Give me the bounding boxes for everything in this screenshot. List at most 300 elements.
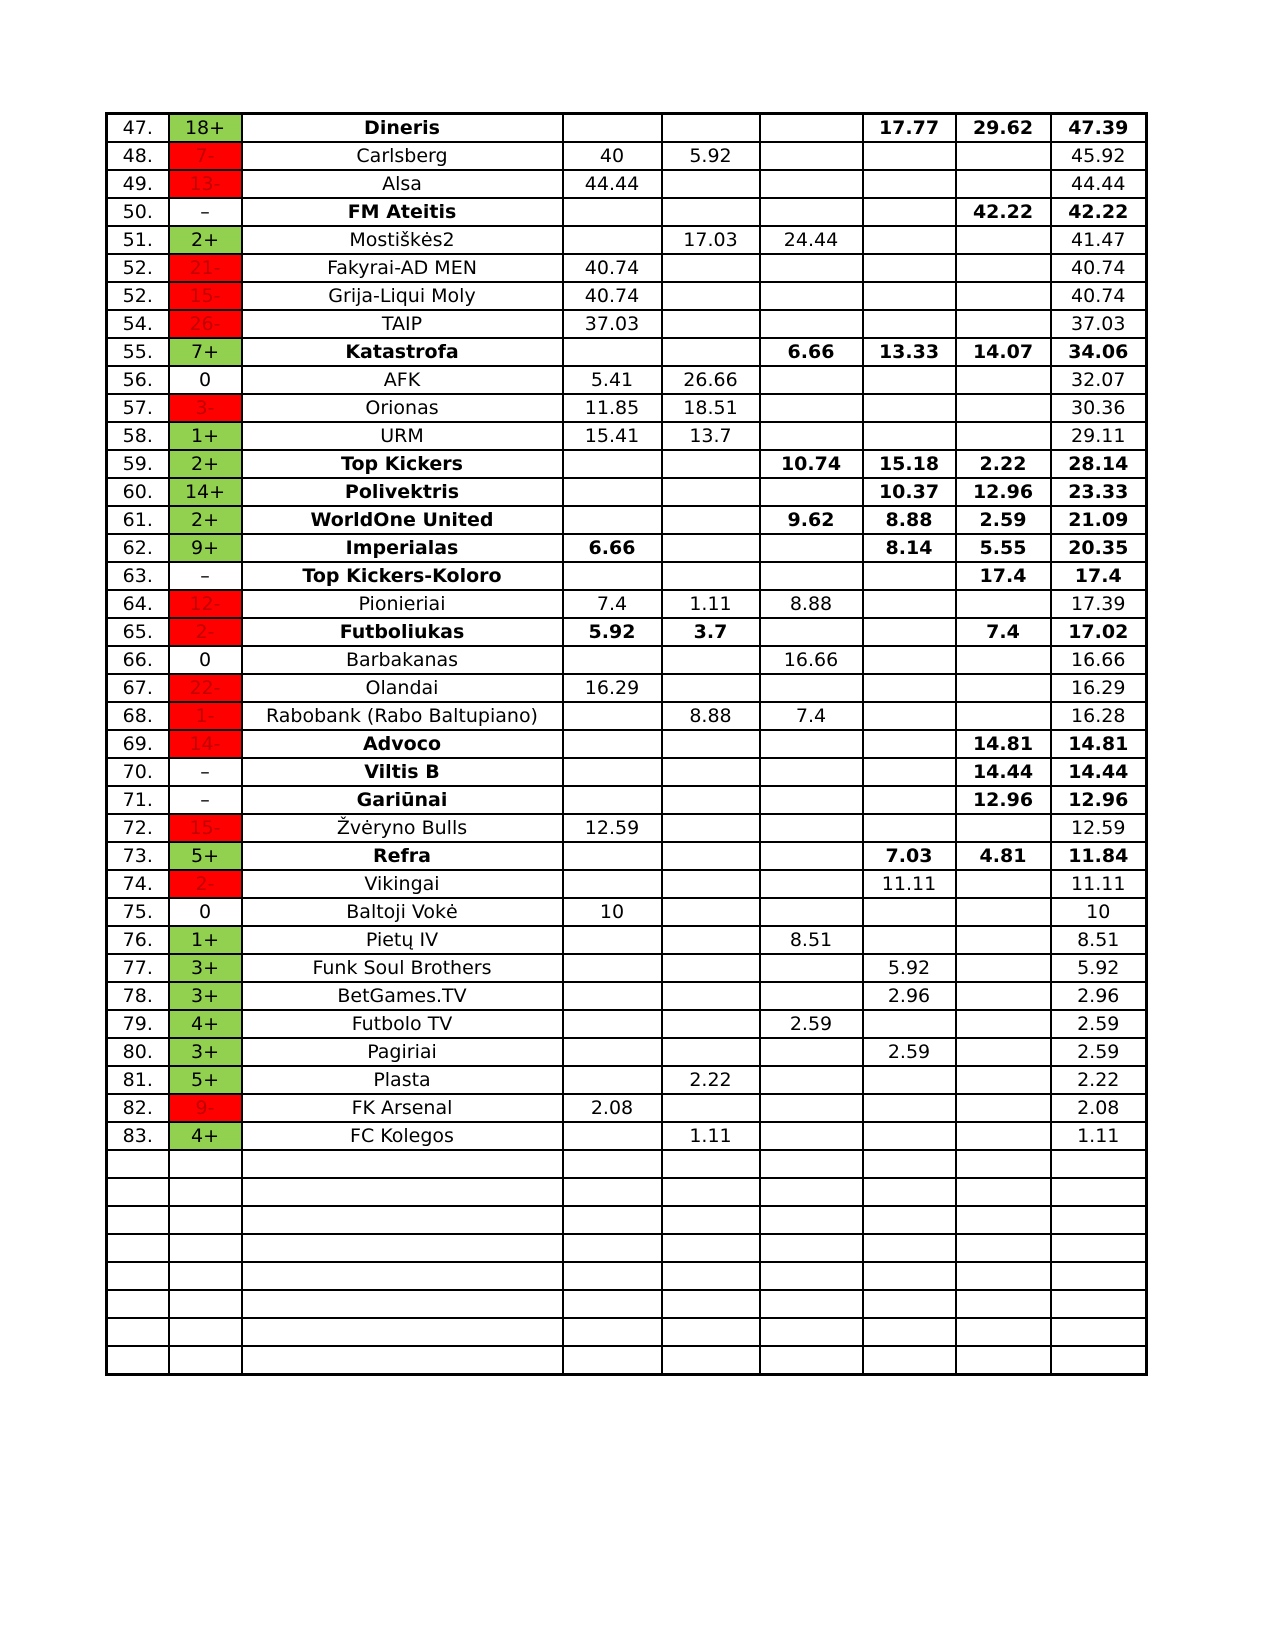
rank-cell: 58. <box>107 422 169 450</box>
table-row <box>107 394 1147 422</box>
total-points: 2.22 <box>1051 1066 1147 1094</box>
table-row <box>107 1262 1147 1290</box>
change-cell: 2+ <box>169 506 242 534</box>
round-5-points <box>956 590 1051 618</box>
change-cell: – <box>169 786 242 814</box>
round-5-points <box>956 170 1051 198</box>
round-2-points <box>662 338 760 366</box>
rank-cell <box>107 1234 169 1262</box>
team-name <box>242 1206 563 1234</box>
table-row <box>107 646 1147 674</box>
round-1-points <box>563 1038 662 1066</box>
total-points: 14.44 <box>1051 758 1147 786</box>
round-3-points: 8.88 <box>760 590 863 618</box>
change-cell: 0 <box>169 646 242 674</box>
round-5-points <box>956 282 1051 310</box>
round-1-points <box>563 1206 662 1234</box>
round-4-points <box>863 198 956 226</box>
table-row <box>107 1038 1147 1066</box>
total-points: 14.81 <box>1051 730 1147 758</box>
rank-cell: 79. <box>107 1010 169 1038</box>
rank-cell: 69. <box>107 730 169 758</box>
change-cell: – <box>169 562 242 590</box>
round-3-points <box>760 1094 863 1122</box>
round-2-points <box>662 842 760 870</box>
rank-cell: 67. <box>107 674 169 702</box>
rank-cell: 60. <box>107 478 169 506</box>
round-5-points <box>956 1178 1051 1206</box>
team-name: Alsa <box>242 170 563 198</box>
total-points: 17.02 <box>1051 618 1147 646</box>
round-1-points <box>563 1318 662 1346</box>
table-row <box>107 1150 1147 1178</box>
round-3-points <box>760 1318 863 1346</box>
round-1-points <box>563 1150 662 1178</box>
round-4-points: 17.77 <box>863 114 956 143</box>
change-cell: 2- <box>169 618 242 646</box>
table-row <box>107 1122 1147 1150</box>
round-2-points <box>662 1038 760 1066</box>
table-row <box>107 450 1147 478</box>
change-cell: 1- <box>169 702 242 730</box>
round-3-points <box>760 1178 863 1206</box>
rank-cell: 49. <box>107 170 169 198</box>
round-1-points <box>563 982 662 1010</box>
round-5-points: 12.96 <box>956 478 1051 506</box>
table-row <box>107 1290 1147 1318</box>
total-points <box>1051 1262 1147 1290</box>
table-row <box>107 422 1147 450</box>
table-row <box>107 366 1147 394</box>
rank-cell: 71. <box>107 786 169 814</box>
total-points: 30.36 <box>1051 394 1147 422</box>
team-name: Funk Soul Brothers <box>242 954 563 982</box>
round-3-points <box>760 982 863 1010</box>
change-cell <box>169 1150 242 1178</box>
round-4-points <box>863 1150 956 1178</box>
team-name: Pietų IV <box>242 926 563 954</box>
total-points: 17.39 <box>1051 590 1147 618</box>
table-row <box>107 870 1147 898</box>
change-cell: 4+ <box>169 1010 242 1038</box>
round-3-points <box>760 1262 863 1290</box>
round-5-points <box>956 142 1051 170</box>
change-cell <box>169 1346 242 1375</box>
round-5-points <box>956 954 1051 982</box>
change-cell: – <box>169 758 242 786</box>
team-name: Carlsberg <box>242 142 563 170</box>
round-1-points <box>563 758 662 786</box>
table-row <box>107 226 1147 254</box>
round-4-points: 11.11 <box>863 870 956 898</box>
table-row <box>107 730 1147 758</box>
round-5-points <box>956 1150 1051 1178</box>
total-points: 21.09 <box>1051 506 1147 534</box>
round-5-points: 14.44 <box>956 758 1051 786</box>
round-4-points <box>863 1122 956 1150</box>
team-name: Plasta <box>242 1066 563 1094</box>
change-cell: 0 <box>169 898 242 926</box>
rank-cell: 77. <box>107 954 169 982</box>
team-name: Olandai <box>242 674 563 702</box>
team-name: Orionas <box>242 394 563 422</box>
change-cell: 22- <box>169 674 242 702</box>
round-2-points: 2.22 <box>662 1066 760 1094</box>
rank-cell: 72. <box>107 814 169 842</box>
round-3-points: 10.74 <box>760 450 863 478</box>
total-points: 29.11 <box>1051 422 1147 450</box>
total-points: 45.92 <box>1051 142 1147 170</box>
round-2-points <box>662 1318 760 1346</box>
round-4-points <box>863 1066 956 1094</box>
total-points: 12.96 <box>1051 786 1147 814</box>
round-4-points <box>863 702 956 730</box>
table-row <box>107 310 1147 338</box>
round-4-points: 8.14 <box>863 534 956 562</box>
table-row <box>107 1234 1147 1262</box>
rank-cell <box>107 1290 169 1318</box>
total-points: 16.29 <box>1051 674 1147 702</box>
round-4-points <box>863 1234 956 1262</box>
rank-cell: 63. <box>107 562 169 590</box>
round-2-points <box>662 1150 760 1178</box>
table-row <box>107 478 1147 506</box>
round-5-points <box>956 1038 1051 1066</box>
total-points: 34.06 <box>1051 338 1147 366</box>
round-1-points <box>563 1122 662 1150</box>
change-cell: – <box>169 198 242 226</box>
round-2-points: 3.7 <box>662 618 760 646</box>
round-3-points <box>760 1290 863 1318</box>
round-1-points: 10 <box>563 898 662 926</box>
round-3-points <box>760 254 863 282</box>
table-row <box>107 338 1147 366</box>
total-points <box>1051 1290 1147 1318</box>
round-4-points <box>863 646 956 674</box>
total-points: 47.39 <box>1051 114 1147 143</box>
round-2-points <box>662 450 760 478</box>
rank-cell: 59. <box>107 450 169 478</box>
round-2-points <box>662 674 760 702</box>
round-5-points <box>956 366 1051 394</box>
change-cell <box>169 1290 242 1318</box>
team-name: Vikingai <box>242 870 563 898</box>
team-name <box>242 1290 563 1318</box>
round-2-points: 17.03 <box>662 226 760 254</box>
round-4-points <box>863 1318 956 1346</box>
round-3-points <box>760 786 863 814</box>
team-name: Pagiriai <box>242 1038 563 1066</box>
round-1-points <box>563 842 662 870</box>
rank-cell: 74. <box>107 870 169 898</box>
rank-cell: 82. <box>107 1094 169 1122</box>
rank-cell: 83. <box>107 1122 169 1150</box>
team-name: FM Ateitis <box>242 198 563 226</box>
team-name: Imperialas <box>242 534 563 562</box>
change-cell: 0 <box>169 366 242 394</box>
change-cell: 14- <box>169 730 242 758</box>
round-5-points <box>956 1234 1051 1262</box>
round-5-points <box>956 1290 1051 1318</box>
rank-cell: 70. <box>107 758 169 786</box>
round-3-points <box>760 366 863 394</box>
round-5-points <box>956 1094 1051 1122</box>
rank-cell: 65. <box>107 618 169 646</box>
round-2-points: 18.51 <box>662 394 760 422</box>
team-name: FK Arsenal <box>242 1094 563 1122</box>
total-points: 42.22 <box>1051 198 1147 226</box>
rank-cell: 52. <box>107 254 169 282</box>
rank-cell <box>107 1178 169 1206</box>
team-name <box>242 1318 563 1346</box>
round-1-points <box>563 1346 662 1375</box>
round-1-points: 5.41 <box>563 366 662 394</box>
round-2-points: 26.66 <box>662 366 760 394</box>
round-1-points <box>563 786 662 814</box>
team-name: BetGames.TV <box>242 982 563 1010</box>
total-points: 10 <box>1051 898 1147 926</box>
round-3-points <box>760 114 863 143</box>
round-2-points <box>662 562 760 590</box>
round-2-points <box>662 1346 760 1375</box>
round-4-points: 13.33 <box>863 338 956 366</box>
change-cell: 1+ <box>169 926 242 954</box>
change-cell: 4+ <box>169 1122 242 1150</box>
round-4-points <box>863 1010 956 1038</box>
round-2-points <box>662 1178 760 1206</box>
table-row <box>107 534 1147 562</box>
total-points: 11.11 <box>1051 870 1147 898</box>
total-points: 37.03 <box>1051 310 1147 338</box>
round-5-points: 14.07 <box>956 338 1051 366</box>
round-1-points <box>563 730 662 758</box>
table-row <box>107 506 1147 534</box>
table-row <box>107 1346 1147 1375</box>
change-cell: 15- <box>169 814 242 842</box>
round-1-points: 11.85 <box>563 394 662 422</box>
round-1-points <box>563 338 662 366</box>
total-points: 2.59 <box>1051 1038 1147 1066</box>
round-5-points <box>956 394 1051 422</box>
team-name <box>242 1234 563 1262</box>
round-5-points: 17.4 <box>956 562 1051 590</box>
round-1-points: 2.08 <box>563 1094 662 1122</box>
team-name: Top Kickers <box>242 450 563 478</box>
rank-cell: 57. <box>107 394 169 422</box>
change-cell: 5+ <box>169 842 242 870</box>
team-name: FC Kolegos <box>242 1122 563 1150</box>
round-4-points <box>863 926 956 954</box>
round-5-points <box>956 870 1051 898</box>
round-5-points: 7.4 <box>956 618 1051 646</box>
round-3-points <box>760 898 863 926</box>
round-1-points: 12.59 <box>563 814 662 842</box>
round-3-points <box>760 674 863 702</box>
round-3-points: 8.51 <box>760 926 863 954</box>
round-4-points <box>863 170 956 198</box>
total-points <box>1051 1178 1147 1206</box>
round-1-points: 16.29 <box>563 674 662 702</box>
team-name: Polivektris <box>242 478 563 506</box>
round-5-points <box>956 1318 1051 1346</box>
team-name: Gariūnai <box>242 786 563 814</box>
standings-table <box>105 112 1148 1376</box>
round-1-points <box>563 114 662 143</box>
round-3-points <box>760 1038 863 1066</box>
round-1-points <box>563 870 662 898</box>
rank-cell: 62. <box>107 534 169 562</box>
table-row <box>107 170 1147 198</box>
round-3-points <box>760 842 863 870</box>
round-4-points <box>863 730 956 758</box>
change-cell <box>169 1178 242 1206</box>
round-3-points <box>760 1346 863 1375</box>
rank-cell: 73. <box>107 842 169 870</box>
round-4-points <box>863 254 956 282</box>
round-1-points <box>563 646 662 674</box>
round-5-points <box>956 1122 1051 1150</box>
rank-cell <box>107 1262 169 1290</box>
round-2-points <box>662 758 760 786</box>
round-4-points <box>863 618 956 646</box>
total-points <box>1051 1150 1147 1178</box>
round-5-points: 29.62 <box>956 114 1051 143</box>
round-5-points <box>956 646 1051 674</box>
round-4-points <box>863 310 956 338</box>
round-2-points <box>662 282 760 310</box>
round-3-points: 16.66 <box>760 646 863 674</box>
round-1-points <box>563 562 662 590</box>
round-1-points <box>563 1290 662 1318</box>
change-cell: 15- <box>169 282 242 310</box>
round-5-points <box>956 1262 1051 1290</box>
table-row <box>107 674 1147 702</box>
table-row <box>107 702 1147 730</box>
total-points: 5.92 <box>1051 954 1147 982</box>
round-1-points: 7.4 <box>563 590 662 618</box>
round-1-points <box>563 450 662 478</box>
total-points: 44.44 <box>1051 170 1147 198</box>
change-cell: 9+ <box>169 534 242 562</box>
table-row <box>107 282 1147 310</box>
round-4-points <box>863 422 956 450</box>
round-2-points <box>662 1262 760 1290</box>
team-name: Katastrofa <box>242 338 563 366</box>
round-3-points <box>760 142 863 170</box>
table-row <box>107 898 1147 926</box>
rank-cell: 75. <box>107 898 169 926</box>
round-5-points <box>956 254 1051 282</box>
round-5-points: 12.96 <box>956 786 1051 814</box>
round-5-points: 14.81 <box>956 730 1051 758</box>
round-4-points: 7.03 <box>863 842 956 870</box>
round-5-points <box>956 814 1051 842</box>
change-cell: 9- <box>169 1094 242 1122</box>
round-5-points <box>956 422 1051 450</box>
change-cell: 2+ <box>169 450 242 478</box>
round-2-points <box>662 870 760 898</box>
table-row <box>107 758 1147 786</box>
change-cell: 3+ <box>169 1038 242 1066</box>
team-name: Futboliukas <box>242 618 563 646</box>
round-4-points <box>863 786 956 814</box>
team-name: Grija-Liqui Moly <box>242 282 563 310</box>
total-points: 32.07 <box>1051 366 1147 394</box>
round-2-points <box>662 1290 760 1318</box>
round-5-points <box>956 1206 1051 1234</box>
change-cell: 13- <box>169 170 242 198</box>
round-3-points <box>760 758 863 786</box>
round-1-points <box>563 926 662 954</box>
change-cell: 1+ <box>169 422 242 450</box>
change-cell: 5+ <box>169 1066 242 1094</box>
round-2-points <box>662 954 760 982</box>
team-name <box>242 1346 563 1375</box>
round-2-points <box>662 170 760 198</box>
round-3-points: 2.59 <box>760 1010 863 1038</box>
round-2-points <box>662 1094 760 1122</box>
round-2-points <box>662 114 760 143</box>
round-1-points: 40.74 <box>563 282 662 310</box>
team-name <box>242 1262 563 1290</box>
round-2-points <box>662 198 760 226</box>
round-1-points <box>563 702 662 730</box>
change-cell <box>169 1262 242 1290</box>
round-2-points <box>662 730 760 758</box>
round-2-points <box>662 478 760 506</box>
table-row <box>107 618 1147 646</box>
team-name: Rabobank (Rabo Baltupiano) <box>242 702 563 730</box>
change-cell <box>169 1234 242 1262</box>
round-4-points <box>863 1346 956 1375</box>
round-2-points: 1.11 <box>662 1122 760 1150</box>
total-points <box>1051 1206 1147 1234</box>
total-points: 28.14 <box>1051 450 1147 478</box>
change-cell: 3+ <box>169 982 242 1010</box>
round-2-points <box>662 506 760 534</box>
total-points: 40.74 <box>1051 254 1147 282</box>
total-points <box>1051 1318 1147 1346</box>
round-4-points <box>863 1262 956 1290</box>
round-1-points <box>563 1010 662 1038</box>
total-points: 2.96 <box>1051 982 1147 1010</box>
round-5-points: 2.59 <box>956 506 1051 534</box>
round-1-points: 6.66 <box>563 534 662 562</box>
total-points: 1.11 <box>1051 1122 1147 1150</box>
table-row <box>107 562 1147 590</box>
total-points <box>1051 1234 1147 1262</box>
table-row <box>107 814 1147 842</box>
team-name: Top Kickers-Koloro <box>242 562 563 590</box>
team-name: Advoco <box>242 730 563 758</box>
round-3-points <box>760 562 863 590</box>
round-1-points <box>563 1066 662 1094</box>
change-cell: 2+ <box>169 226 242 254</box>
team-name: URM <box>242 422 563 450</box>
round-3-points <box>760 282 863 310</box>
total-points: 23.33 <box>1051 478 1147 506</box>
round-4-points: 15.18 <box>863 450 956 478</box>
rank-cell: 66. <box>107 646 169 674</box>
round-2-points <box>662 1206 760 1234</box>
total-points: 8.51 <box>1051 926 1147 954</box>
rank-cell: 61. <box>107 506 169 534</box>
round-2-points: 5.92 <box>662 142 760 170</box>
round-2-points <box>662 310 760 338</box>
rank-cell <box>107 1346 169 1375</box>
round-1-points: 15.41 <box>563 422 662 450</box>
round-3-points <box>760 870 863 898</box>
